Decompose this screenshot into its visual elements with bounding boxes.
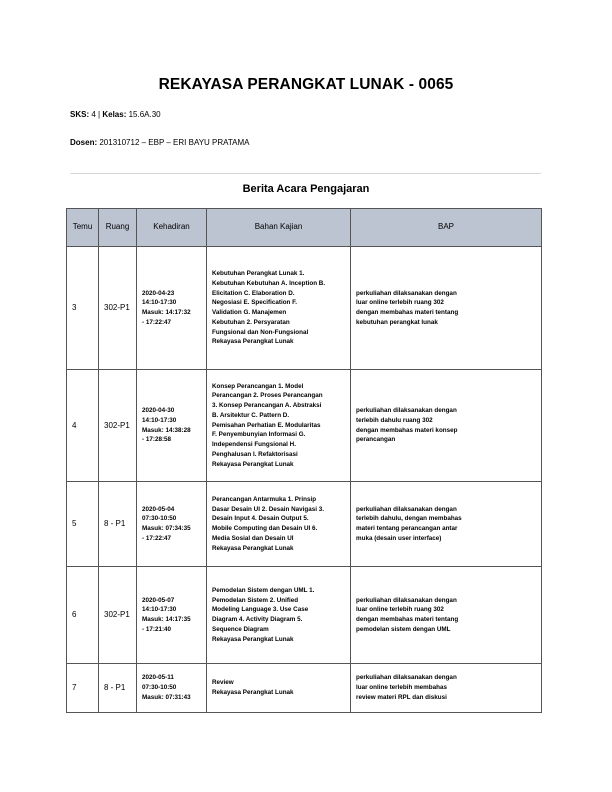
column-header-kehadiran: Kehadiran: [137, 209, 207, 247]
temu-cell: 7: [67, 664, 99, 713]
column-header-bahan-kajian: Bahan Kajian: [207, 209, 351, 247]
kehadiran-cell: [137, 482, 207, 567]
kehadiran-cell-line: - 17:21:40: [142, 625, 172, 633]
bahan-kajian-cell-line: Validation G. Manajemen: [212, 309, 287, 316]
bahan-kajian-cell-line: Perancangan 2. Proses Perancangan: [212, 392, 323, 400]
bahan-kajian-cell-line: Dasar Desain UI 2. Desain Navigasi 3.: [212, 505, 325, 513]
column-header-temu: Temu: [67, 209, 99, 247]
ruang-cell: 302-P1: [99, 567, 137, 664]
column-header-ruang: Ruang: [99, 209, 137, 247]
kehadiran-cell-line: Masuk: 14:17:32: [142, 309, 191, 316]
sks-value: 4 |: [91, 110, 103, 119]
bap-cell-line: pemodelan sistem dengan UML: [356, 625, 451, 633]
bap-cell: [351, 664, 542, 713]
kehadiran-cell-line: - 17:22:47: [142, 318, 172, 326]
table-row: [67, 247, 542, 370]
bahan-kajian-cell: [207, 482, 351, 567]
divider: [70, 173, 541, 174]
table-row: [67, 567, 542, 664]
kelas-label: Kelas:: [102, 110, 127, 119]
bahan-kajian-cell-line: Diagram 4. Activity Diagram 5.: [212, 616, 303, 623]
bahan-kajian-cell-line: Rekayasa Perangkat Lunak: [212, 544, 294, 552]
bap-cell-line: materi tentang perancangan antar: [356, 525, 458, 532]
kehadiran-cell-line: Masuk: 07:34:35: [142, 525, 191, 532]
bahan-kajian-cell-line: Sequence Diagram: [212, 625, 269, 633]
dosen-line: [70, 138, 250, 147]
bap-table: [66, 208, 542, 713]
bap-cell-line: perkuliahan dilaksanakan dengan: [356, 505, 457, 513]
kehadiran-cell-line: 2020-04-23: [142, 289, 175, 297]
bahan-kajian-cell-line: F. Penyembunyian Informasi G.: [212, 431, 306, 439]
kehadiran-cell-line: 07:30-10:50: [142, 515, 177, 523]
temu-cell: 6: [67, 567, 99, 664]
bahan-kajian-cell-line: Desain Input 4. Desain Output 5.: [212, 515, 309, 523]
dosen-value: 201310712 – EBP – ERI BAYU PRATAMA: [99, 138, 250, 147]
kehadiran-cell-line: 2020-05-04: [142, 505, 175, 513]
table-row: [67, 482, 542, 567]
bahan-kajian-cell-line: Media Sosial dan Desain UI: [212, 534, 294, 542]
bap-cell-line: perkuliahan dilaksanakan dengan: [356, 407, 457, 414]
bahan-kajian-cell-line: Modeling Language 3. Use Case: [212, 606, 309, 614]
table-row: [67, 664, 542, 713]
bap-cell-line: luar online terlebih ruang 302: [356, 299, 444, 307]
kehadiran-cell-line: Masuk: 14:38:28: [142, 426, 191, 434]
bap-cell: [351, 567, 542, 664]
bahan-kajian-cell-line: Rekayasa Perangkat Lunak: [212, 460, 294, 468]
kelas-value: 15.6A.30: [128, 110, 161, 119]
kehadiran-cell-line: Masuk: 14:17:35: [142, 616, 191, 623]
bahan-kajian-cell-line: Rekayasa Perangkat Lunak: [212, 689, 294, 696]
bap-cell-line: perkuliahan dilaksanakan dengan: [356, 674, 457, 682]
kehadiran-cell-line: 2020-05-11: [142, 674, 174, 682]
sks-kelas-line: [70, 110, 161, 119]
ruang-cell: 302-P1: [99, 370, 137, 482]
bahan-kajian-cell-line: Pemodelan Sistem 2. Unified: [212, 596, 299, 604]
kehadiran-cell-line: - 17:28:58: [142, 436, 172, 444]
temu-cell: 3: [67, 247, 99, 370]
kehadiran-cell: [137, 567, 207, 664]
bahan-kajian-cell-line: 3. Konsep Perancangan A. Abstraksi: [212, 402, 322, 410]
kehadiran-cell-line: 14:10-17:30: [142, 606, 177, 614]
temu-cell: 5: [67, 482, 99, 567]
bahan-kajian-cell: [207, 247, 351, 370]
bap-cell-line: review materi RPL dan diskusi: [356, 693, 447, 701]
bahan-kajian-cell-line: Pemisahan Perhatian E. Modularitas: [212, 421, 321, 429]
bahan-kajian-cell-line: Independensi Fungsional H.: [212, 441, 296, 449]
ruang-cell: 8 - P1: [99, 664, 137, 713]
kehadiran-cell-line: 2020-05-07: [142, 596, 175, 604]
bap-cell-line: muka (desain user interface): [356, 534, 442, 542]
bahan-kajian-cell: [207, 664, 351, 713]
dosen-label: Dosen:: [70, 138, 98, 147]
bap-cell-line: terlebih dahulu ruang 302: [356, 416, 433, 424]
bahan-kajian-cell-line: Perancangan Antarmuka 1. Prinsip: [212, 495, 317, 503]
bahan-kajian-cell-line: Kebutuhan Kebutuhan A. Inception B.: [212, 279, 326, 287]
table-header-row: [67, 209, 542, 247]
bahan-kajian-cell-line: Review: [212, 679, 234, 687]
bahan-kajian-cell-line: Kebutuhan 2. Persyaratan: [212, 318, 290, 326]
kehadiran-cell: [137, 664, 207, 713]
bap-cell-line: luar online terlebih ruang 302: [356, 606, 444, 614]
bap-cell-line: perkuliahan dilaksanakan dengan: [356, 596, 457, 604]
bahan-kajian-cell-line: Negosiasi E. Specification F.: [212, 299, 298, 307]
ruang-cell: 8 - P1: [99, 482, 137, 567]
sks-label: SKS:: [70, 110, 90, 119]
bahan-kajian-cell: [207, 567, 351, 664]
bahan-kajian-cell-line: B. Arsitektur C. Pattern D.: [212, 411, 290, 419]
kehadiran-cell-line: Masuk: 07:31:43: [142, 693, 191, 701]
kehadiran-cell-line: 2020-04-30: [142, 407, 175, 414]
bap-cell-line: perancangan: [356, 436, 396, 444]
bahan-kajian-cell-line: Fungsional dan Non-Fungsional: [212, 328, 309, 336]
bahan-kajian-cell: [207, 370, 351, 482]
bap-cell-line: luar online terlebih membahas: [356, 684, 447, 692]
kehadiran-cell: [137, 247, 207, 370]
column-header-bap: BAP: [351, 209, 542, 247]
bap-cell-line: terlebih dahulu, dengan membahas: [356, 515, 462, 523]
temu-cell: 4: [67, 370, 99, 482]
bahan-kajian-cell-line: Rekayasa Perangkat Lunak: [212, 338, 294, 346]
bahan-kajian-cell-line: Kebutuhan Perangkat Lunak 1.: [212, 270, 305, 277]
bahan-kajian-cell-line: Pemodelan Sistem dengan UML 1.: [212, 586, 315, 594]
kehadiran-cell-line: 14:10-17:30: [142, 416, 177, 424]
section-title: Berita Acara Pengajaran: [242, 183, 370, 195]
bahan-kajian-cell-line: Konsep Perancangan 1. Model: [212, 382, 304, 390]
kehadiran-cell-line: 14:10-17:30: [142, 299, 177, 307]
bap-cell-line: kebutuhan perangkat lunak: [356, 318, 438, 326]
bap-cell-line: dengan membahas materi tentang: [356, 309, 459, 316]
kehadiran-cell: [137, 370, 207, 482]
bahan-kajian-cell-line: Mobile Computing dan Desain UI 6.: [212, 525, 318, 532]
bap-cell-line: dengan membahas materi konsep: [356, 426, 458, 434]
bahan-kajian-cell-line: Rekayasa Perangkat Lunak: [212, 635, 294, 643]
bap-cell: [351, 370, 542, 482]
table-row: [67, 370, 542, 482]
bap-cell-line: perkuliahan dilaksanakan dengan: [356, 289, 457, 297]
kehadiran-cell-line: 07:30-10:50: [142, 684, 177, 692]
bahan-kajian-cell-line: Penghalusan I. Refaktorisasi: [212, 450, 298, 458]
page-title: REKAYASA PERANGKAT LUNAK - 0065: [158, 76, 454, 93]
bap-cell: [351, 247, 542, 370]
bap-cell: [351, 482, 542, 567]
bahan-kajian-cell-line: Elicitation C. Elaboration D.: [212, 289, 295, 297]
bap-cell-line: dengan membahas materi tentang: [356, 616, 459, 623]
ruang-cell: 302-P1: [99, 247, 137, 370]
kehadiran-cell-line: - 17:22:47: [142, 534, 172, 542]
